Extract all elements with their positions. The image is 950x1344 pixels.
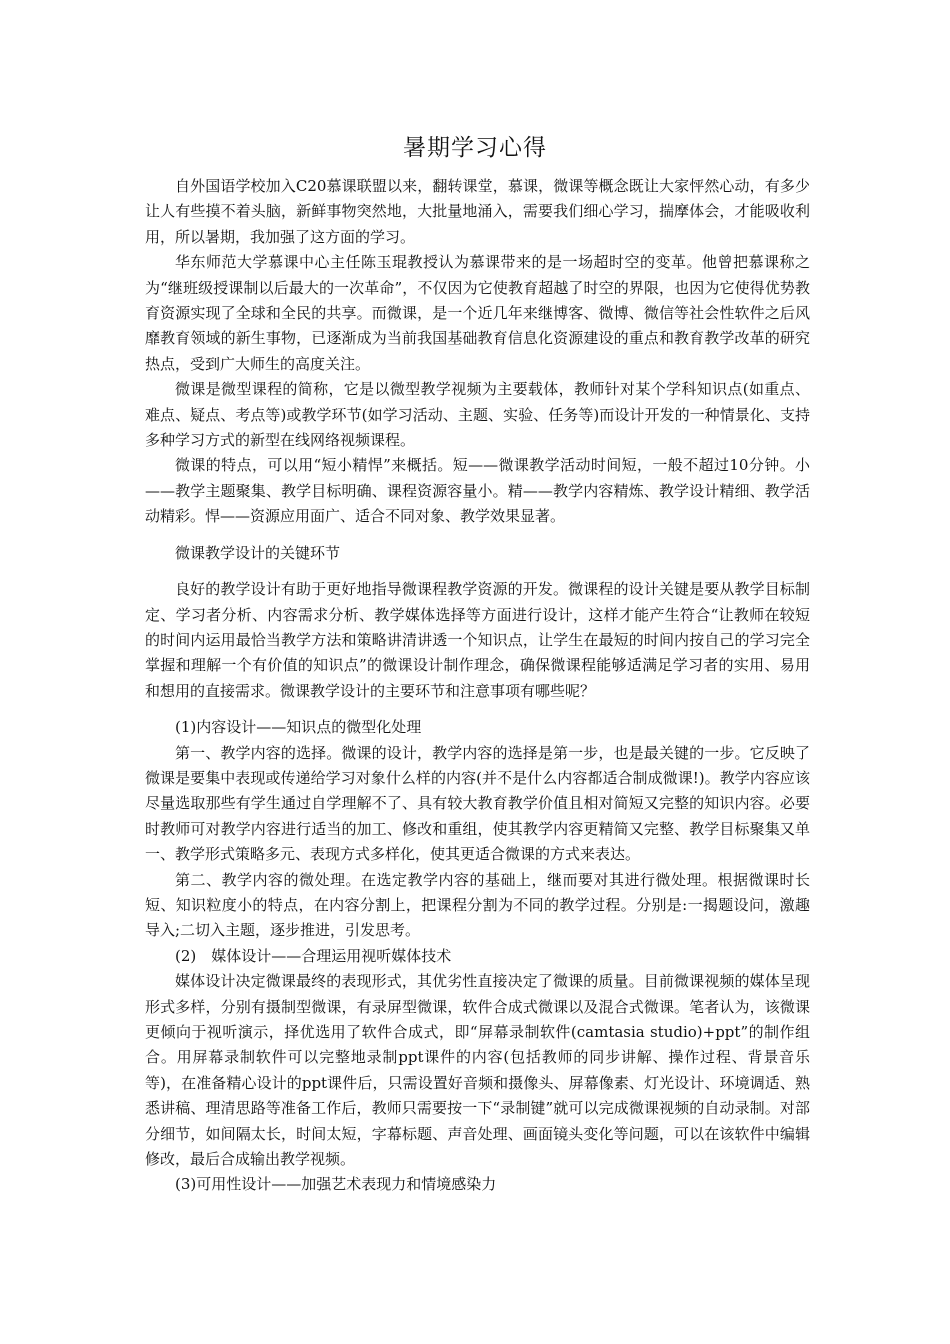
document-title: 暑期学习心得 — [403, 135, 547, 161]
subheading-usability-design: (3)可用性设计——加强艺术表现力和情境感染力 — [175, 1175, 497, 1194]
paragraph-mooc-revolution: 华东师范大学慕课中心主任陈玉琨教授认为慕课带来的是一场超时空的变革。他曾把慕课称之为“继班级授课制以后最大的一次革命”，不仅因为它使教育超越了时空的界限，也因为它使得优势教育资源实现了全球和全民的共享。而微课，是一个近几年来继博客、微博、微信等社会性软件之后风靡教育领域的新生事物，已逐渐成为当前我国基础教育信息化资源建设的重点和教育教学改革的研究热点，受到广大师生的高度关注。 — [145, 253, 810, 373]
paragraph-micro-course-features: 微课的特点，可以用“短小精悍”来概括。短——微课教学活动时间短，一般不超过10分钟。小——教学主题聚集、教学目标明确、课程资源容量小。精——教学内容精炼、教学设计精细、教学活动精彩。悍——资源应用面广、适合不同对象、教学效果显著。 — [145, 456, 810, 526]
paragraph-media-design: 媒体设计决定微课最终的表现形式，其优劣性直接决定了微课的质量。目前微课视频的媒体呈现形式多样，分别有摄制型微课，有录屏型微课，软件合成式微课以及混合式微课。笔者认为，该微课更倾向于视听演示，择优选用了软件合成式，即“屏幕录制软件(camtasia studio)+ppt”的制作组合。用屏幕录制软件可以完整地录制ppt课件的内容(包括教师的同步讲解、操作过程、背景音乐等)，在准备精心设计的ppt课件后，只需设置好音频和摄像头、屏幕像素、灯光设计、环境调适、熟悉讲稿、理清思路等准备工作后，教师只需要按一下“录制键”就可以完成微课视频的自动录制。对部分细节，如间隔太长，时间太短，字幕标题、声音处理、画面镜头变化等问题，可以在该软件中编辑修改，最后合成输出教学视频。 — [145, 972, 810, 1169]
subheading-content-design: (1)内容设计——知识点的微型化处理 — [175, 718, 422, 737]
paragraph-micro-course-definition: 微课是微型课程的简称，它是以微型教学视频为主要载体，教师针对某个学科知识点(如重点、难点、疑点、考点等)或教学环节(如学习活动、主题、实验、任务等)而设计开发的一种情景化、支持多种学习方式的新型在线网络视频课程。 — [145, 380, 810, 450]
paragraph-content-micro-processing: 第二、教学内容的微处理。在选定教学内容的基础上，继而要对其进行微处理。根据微课时长短、知识粒度小的特点，在内容分割上，把课程分割为不同的教学过程。分别是:一揭题设问，激趣导入;二切入主题，逐步推进，引发思考。 — [145, 870, 810, 940]
paragraph-intro: 自外国语学校加入C20慕课联盟以来，翻转课堂，慕课，微课等概念既让大家怦然心动，有多少让人有些摸不着头脑，新鲜事物突然地，大批量地涌入，需要我们细心学习，揣摩体会，才能吸收利用，所以暑期，我加强了这方面的学习。 — [145, 177, 810, 246]
paragraph-design-overview: 良好的教学设计有助于更好地指导微课程教学资源的开发。微课程的设计关键是要从教学目标制定、学习者分析、内容需求分析、教学媒体选择等方面进行设计，这样才能产生符合“让教师在较短的时间内运用最恰当教学方法和策略讲清讲透一个知识点，让学生在最短的时间内按自己的学习完全掌握和理解一个有价值的知识点”的微课设计制作理念，确保微课程能够适满足学习者的实用、易用和想用的直接需求。微课教学设计的主要环节和注意事项有哪些呢？ — [145, 580, 810, 700]
paragraph-content-selection: 第一、教学内容的选择。微课的设计，教学内容的选择是第一步，也是最关键的一步。它反映了微课是要集中表现或传递给学习对象什么样的内容(并不是什么内容都适合制成微课!)。教学内容应该尽量选取那些有学生通过自学理解不了、具有较大教育教学价值且相对简短又完整的知识内容。必要时教师可对教学内容进行适当的加工、修改和重组，使其教学内容更精简又完整、教学目标聚集又单一、教学形式策略多元、表现方式多样化，使其更适合微课的方式来表达。 — [145, 743, 810, 864]
subheading-media-design: (2) 媒体设计——合理运用视听媒体技术 — [175, 946, 452, 965]
document-body — [145, 174, 810, 1198]
section-heading-key-steps: 微课教学设计的关键环节 — [175, 543, 341, 562]
